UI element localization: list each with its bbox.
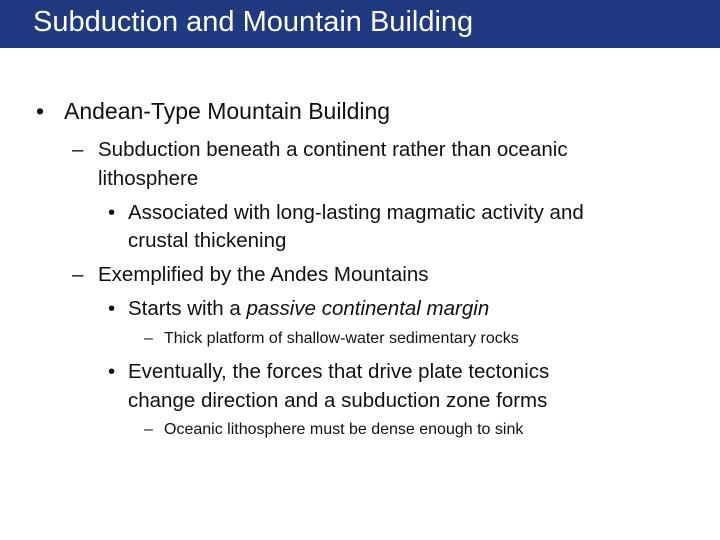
point-text (128, 297, 489, 321)
point-text-continued: change direction and a subduction zone forms (128, 389, 548, 412)
dash-marker: – (144, 421, 153, 438)
slide-title: Subduction and Mountain Building (33, 6, 474, 38)
main-bullet-text: Andean-Type Mountain Building (64, 98, 391, 124)
dash-marker: – (144, 330, 153, 347)
point-text-italic: passive continental margin (246, 297, 490, 320)
point-text-plain: Starts with a (128, 297, 247, 320)
sub-bullet-text: Exemplified by the Andes Mountains (98, 263, 429, 286)
dash-marker: – (72, 263, 84, 286)
point-text-continued: crustal thickening (128, 229, 287, 252)
dash-marker: – (72, 138, 84, 161)
bullet-marker: • (108, 201, 116, 224)
point-text: Associated with long-lasting magmatic activity and (128, 201, 584, 224)
sub-bullet-text: Subduction beneath a continent rather than oceanic (98, 138, 568, 161)
sub-bullet-text-continued: lithosphere (98, 167, 199, 190)
bullet-marker: • (108, 297, 116, 320)
bullet-marker: • (108, 360, 116, 383)
detail-text: Oceanic lithosphere must be dense enough to sink (164, 421, 524, 438)
detail-text: Thick platform of shallow-water sedimentary rocks (164, 330, 519, 347)
bullet-marker: • (36, 98, 45, 124)
point-text: Eventually, the forces that drive plate tectonics (128, 360, 550, 383)
